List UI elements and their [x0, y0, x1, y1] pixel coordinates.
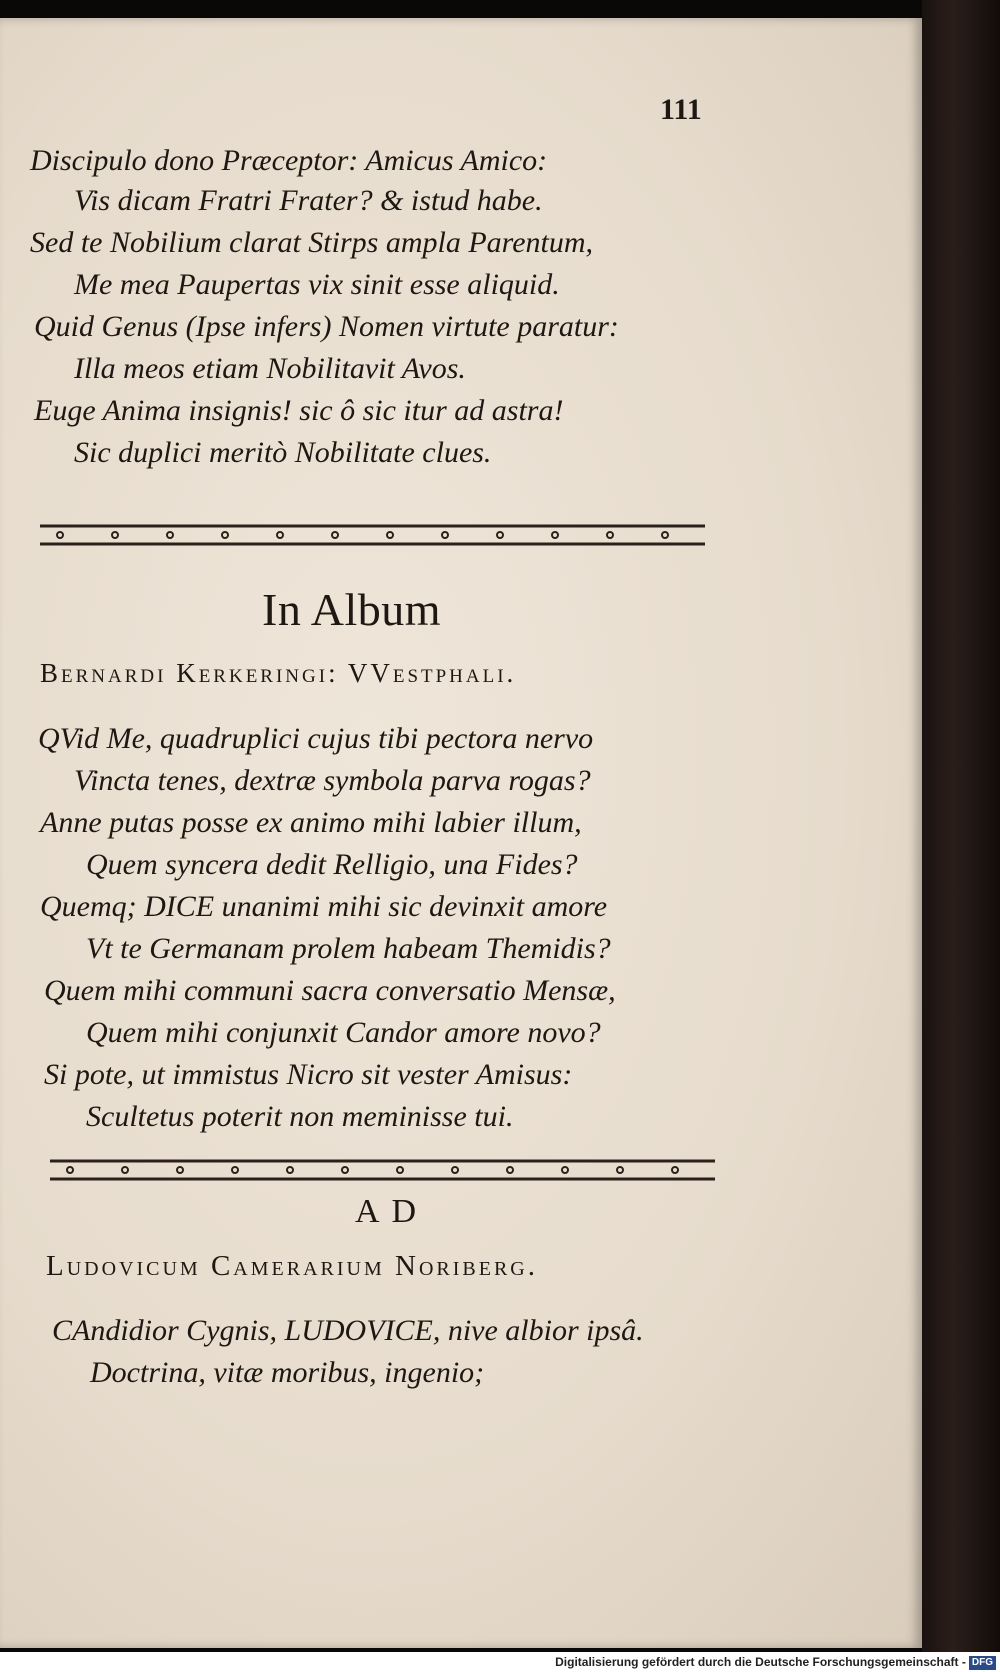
section-heading-ad: AD [355, 1193, 429, 1230]
poem2-line-5: Quemq; DICE unanimi mihi sic devinxit amore [40, 890, 608, 923]
poem1-line-5: Quid Genus (Ipse infers) Nomen virtute paratur: [34, 310, 619, 343]
poem1-line-4: Me mea Paupertas vix sinit esse aliquid. [74, 268, 560, 301]
poem2-line-9: Si pote, ut immistus Nicro sit vester Amisus: [44, 1058, 573, 1091]
poem1-line-1: Discipulo dono Præceptor: Amicus Amico: [30, 144, 548, 177]
ornamental-divider-1 [40, 523, 705, 547]
poem1-line-8: Sic duplici meritò Nobilitate clues. [74, 436, 492, 469]
section-subheading-camerarium: Ludovicum Camerarium Noriberg. [46, 1250, 538, 1282]
poem2-line-4: Quem syncera dedit Relligio, una Fides? [86, 848, 578, 881]
page-number: 111 [660, 93, 702, 126]
poem2-line-6: Vt te Germanam prolem habeam Themidis? [86, 932, 611, 965]
poem2-line-2: Vincta tenes, dextræ symbola parva rogas? [74, 764, 591, 797]
poem1-line-2: Vis dicam Fratri Frater? & istud habe. [74, 184, 543, 217]
poem2-line-1: QVid Me, quadruplici cujus tibi pectora nervo [38, 722, 594, 755]
poem2-line-3: Anne putas posse ex animo mihi labier illum, [40, 806, 582, 839]
footer-text: Digitalisierung gefördert durch die Deutsche Forschungsgemeinschaft [555, 1655, 959, 1669]
dfg-logo-icon: DFG [969, 1656, 996, 1670]
poem2-line-7: Quem mihi communi sacra conversatio Mensæ, [44, 974, 616, 1007]
poem2-line-10: Scultetus poterit non meminisse tui. [86, 1100, 514, 1133]
book-page [0, 18, 922, 1648]
poem2-line-8: Quem mihi conjunxit Candor amore novo? [86, 1016, 601, 1049]
section-heading-in-album: In Album [262, 584, 442, 635]
poem1-line-6: Illa meos etiam Nobilitavit Avos. [74, 352, 466, 385]
poem1-line-7: Euge Anima insignis! sic ô sic itur ad astra! [34, 394, 564, 427]
book-spine-edge [922, 0, 1000, 1652]
poem1-line-3: Sed te Nobilium clarat Stirps ampla Parentum, [30, 226, 594, 259]
section-subheading-kerkeringi: Bernardi Kerkeringi: VVestphali. [40, 658, 517, 688]
poem3-line-2: Doctrina, vitæ moribus, ingenio; [90, 1356, 485, 1389]
digitization-footer: Digitalisierung gefördert durch die Deutsche Forschungsgemeinschaft - DFG [0, 1652, 1000, 1672]
poem3-line-1: CAndidior Cygnis, LUDOVICE, nive albior ipsâ. [52, 1314, 644, 1347]
ornamental-divider-2 [50, 1158, 715, 1182]
